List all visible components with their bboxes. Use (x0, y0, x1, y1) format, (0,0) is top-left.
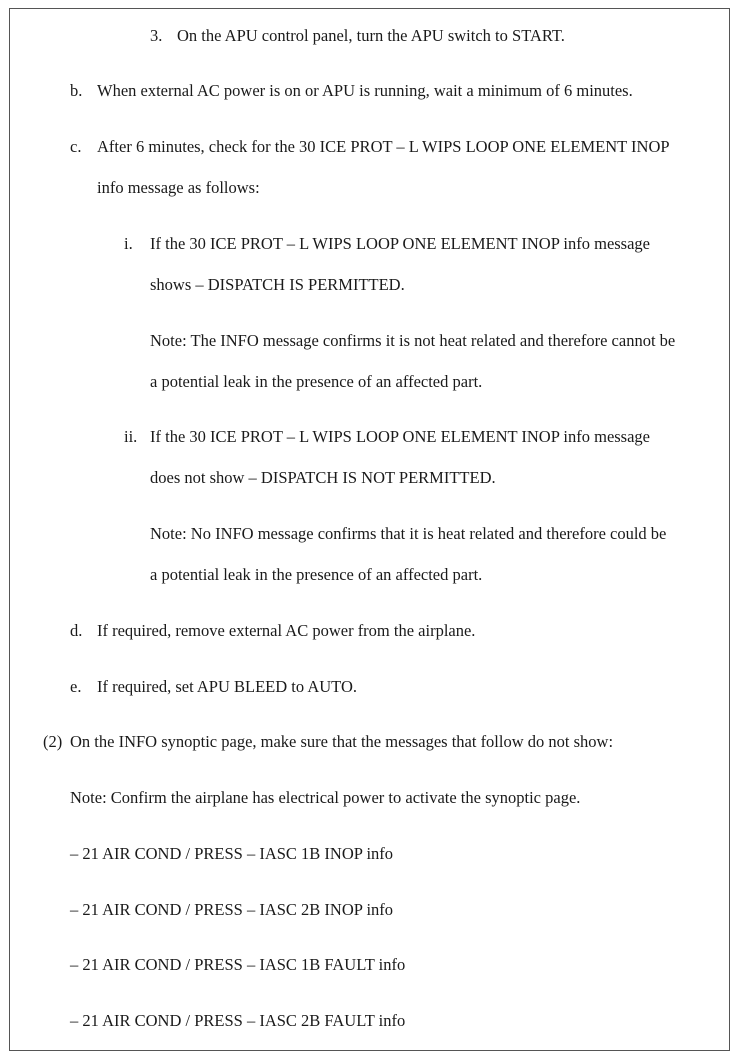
message-item: – 21 AIR COND / PRESS – IASC 2B INOP info (70, 900, 394, 919)
step-3-text: On the APU control panel, turn the APU switch to START. (177, 26, 565, 45)
step-cii-marker: ii. (124, 427, 138, 446)
step-c-line-2: info message as follows: (97, 178, 260, 197)
step-b-marker: b. (70, 81, 83, 100)
step-d-marker: d. (70, 621, 83, 640)
step-ci-marker: i. (124, 234, 133, 253)
step-ci-note-1: Note: The INFO message confirms it is not heat related and therefore cannot be (150, 331, 676, 350)
paragraph-2-text: On the INFO synoptic page, make sure that the messages that follow do not show: (70, 732, 614, 751)
step-b-text: When external AC power is on or APU is running, wait a minimum of 6 minutes. (97, 81, 633, 100)
step-cii-line-1: If the 30 ICE PROT – L WIPS LOOP ONE ELEMENT INOP info message (150, 427, 651, 446)
step-cii-line-2: does not show – DISPATCH IS NOT PERMITTED. (150, 468, 496, 487)
step-d-text: If required, remove external AC power from the airplane. (97, 621, 476, 640)
step-cii-note-1: Note: No INFO message confirms that it is heat related and therefore could be (150, 524, 667, 543)
step-c-marker: c. (70, 137, 82, 156)
step-e-text: If required, set APU BLEED to AUTO. (97, 677, 357, 696)
paragraph-2-note: Note: Confirm the airplane has electrical power to activate the synoptic page. (70, 788, 581, 807)
message-item: – 21 AIR COND / PRESS – IASC 2B FAULT info (70, 1011, 406, 1030)
message-item: – 21 AIR COND / PRESS – IASC 1B FAULT info (70, 955, 406, 974)
step-ci-line-1: If the 30 ICE PROT – L WIPS LOOP ONE ELEMENT INOP info message (150, 234, 651, 253)
paragraph-2-marker: (2) (43, 732, 63, 751)
step-ci-note-2: a potential leak in the presence of an affected part. (150, 372, 483, 391)
step-c-line-1: After 6 minutes, check for the 30 ICE PROT – L WIPS LOOP ONE ELEMENT INOP (97, 137, 670, 156)
message-item: – 21 AIR COND / PRESS – IASC 1B INOP info (70, 844, 394, 863)
step-ci-line-2: shows – DISPATCH IS PERMITTED. (150, 275, 405, 294)
document-frame (9, 8, 730, 1051)
step-cii-note-2: a potential leak in the presence of an affected part. (150, 565, 483, 584)
step-3-marker: 3. (150, 26, 163, 45)
step-e-marker: e. (70, 677, 82, 696)
